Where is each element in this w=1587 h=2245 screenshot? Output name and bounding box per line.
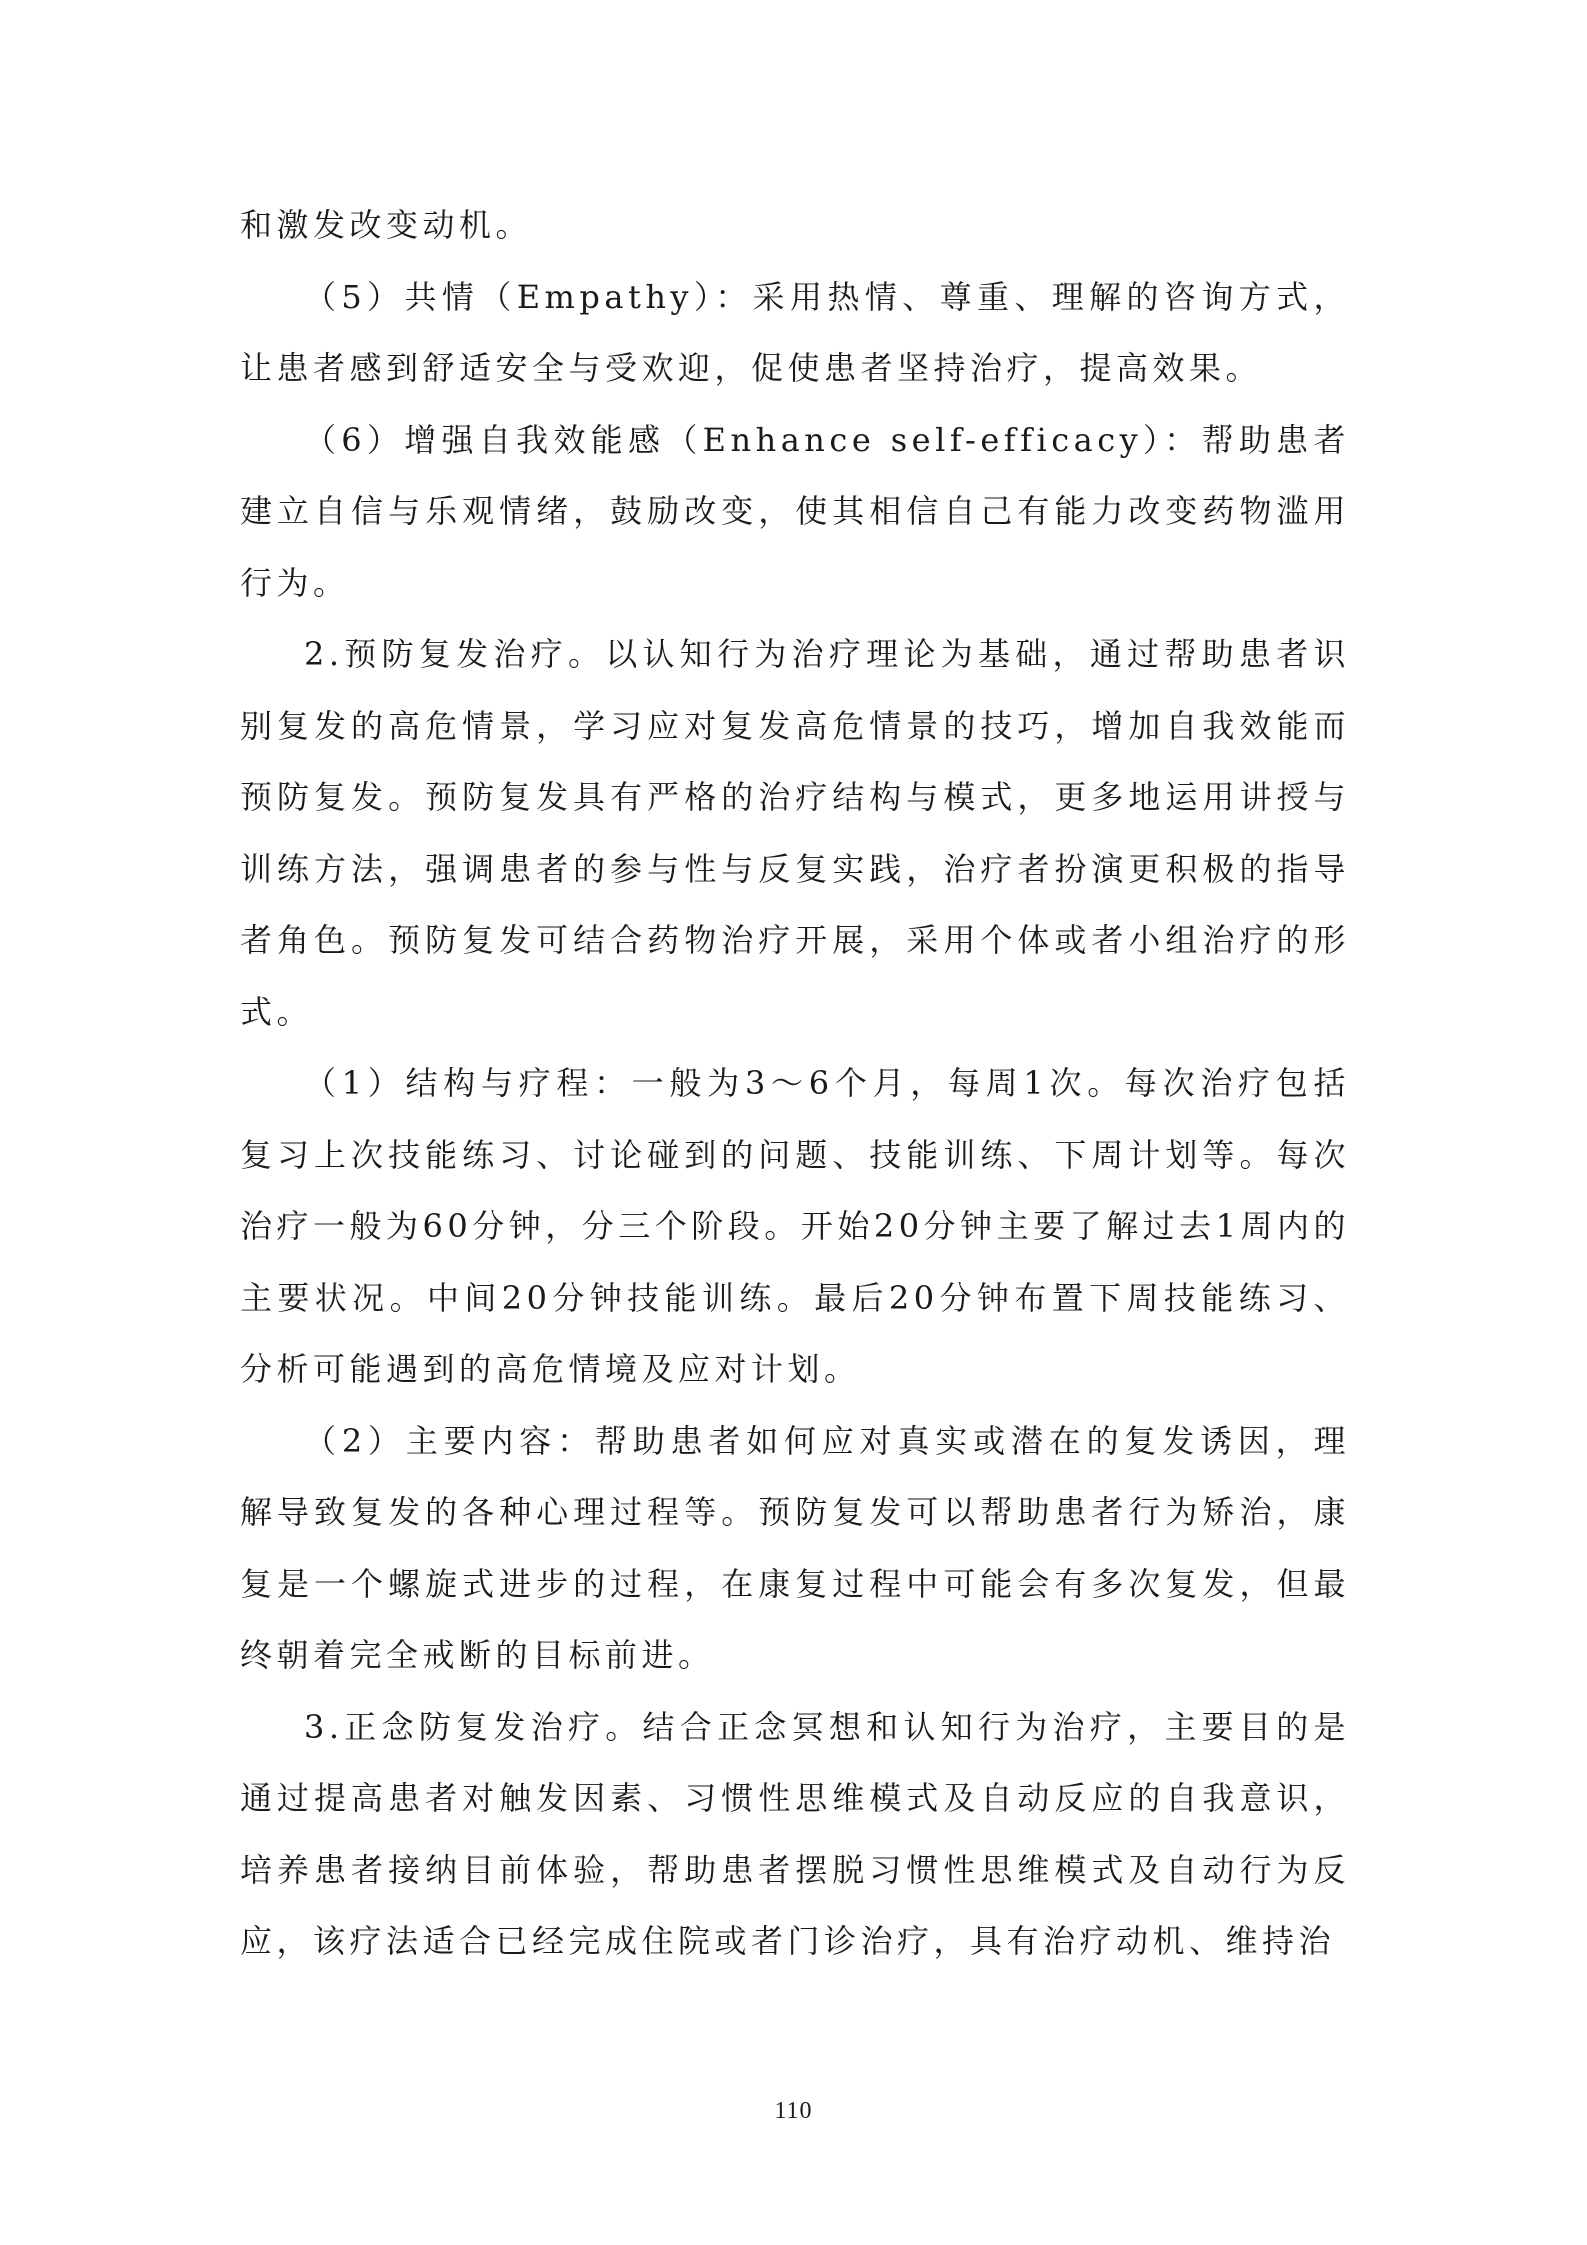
paragraph-mindfulness: 3.正念防复发治疗。结合正念冥想和认知行为治疗，主要目的是通过提高患者对触发因素、习惯性思维模式及自动反应的自我意识，培养患者接纳目前体验，帮助患者摆脱习惯性思维模式及自动行为反应，该疗法适合已经完成住院或者门诊治疗，具有治疗动机、维持治 [240, 1707, 1350, 1960]
paragraph-main-content: （2）主要内容：帮助患者如何应对真实或潜在的复发诱因，理解导致复发的各种心理过程等。预防复发可以帮助患者行为矫治，康复是一个螺旋式进步的过程，在康复过程中可能会有多次复发，但最终朝着完全戒断的目标前进。 [240, 1421, 1350, 1674]
paragraph-self-efficacy: （6）增强自我效能感（Enhance self-efficacy）：帮助患者建立自信与乐观情绪，鼓励改变，使其相信自己有能力改变药物滥用行为。 [240, 420, 1350, 602]
paragraph-relapse-prevention: 2.预防复发治疗。以认知行为治疗理论为基础，通过帮助患者识别复发的高危情景，学习应对复发高危情景的技巧，增加自我效能而预防复发。预防复发具有严格的治疗结构与模式，更多地运用讲授与训练方法，强调患者的参与性与反复实践，治疗者扮演更积极的指导者角色。预防复发可结合药物治疗开展，采用个体或者小组治疗的形式。 [240, 635, 1350, 1031]
paragraph-structure-course: （1）结构与疗程：一般为3～6个月，每周1次。每次治疗包括复习上次技能练习、讨论碰到的问题、技能训练、下周计划等。每次治疗一般为60分钟，分三个阶段。开始20分钟主要了解过去1周内的主要状况。中间20分钟技能训练。最后20分钟布置下周技能练习、分析可能遇到的高危情境及应对计划。 [240, 1064, 1350, 1388]
paragraph-continuation: 和激发改变动机。 [240, 206, 533, 244]
body-text [240, 190, 1350, 1978]
paragraph-empathy: （5）共情（Empathy）：采用热情、尊重、理解的咨询方式，让患者感到舒适安全与受欢迎，促使患者坚持治疗，提高效果。 [240, 277, 1350, 387]
page-number: 110 [774, 2098, 813, 2124]
